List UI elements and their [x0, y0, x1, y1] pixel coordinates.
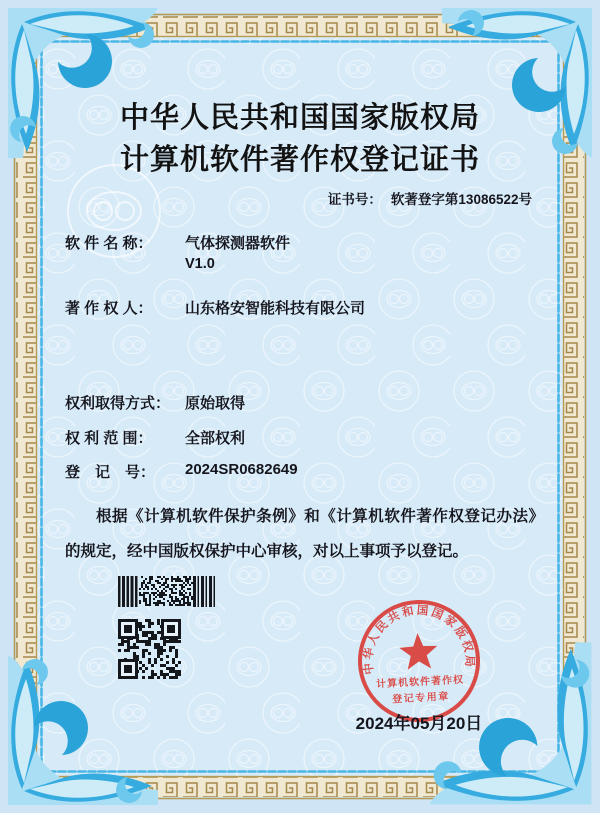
barcode-noise [139, 576, 193, 606]
field-value: 原始取得 [185, 395, 246, 412]
barcode-data-region [139, 576, 193, 607]
official-seal [354, 596, 484, 726]
qr-finder-top-left [118, 619, 138, 639]
qr-code [118, 619, 181, 679]
field-value: 山东格安智能科技有限公司 [185, 300, 366, 317]
issue-date: 2024年05月20日 [355, 714, 483, 733]
seal-line2: 登记专用章 [391, 691, 450, 706]
issuer-title: 中华人民共和国国家版权局 [119, 102, 480, 134]
barcode [118, 576, 216, 607]
star-icon [399, 632, 439, 670]
field-label: 登 记 号： [65, 464, 156, 481]
field-row-acquisition-method [0, 392, 600, 414]
field-row-registration-number [0, 461, 600, 483]
registration-statement: 根据《计算机软件保护条例》和《计算机软件著作权登记办法》的规定，经中国版权保护中心审核，对以上事项予以登记。 [65, 508, 544, 560]
field-row-rights-scope [0, 427, 600, 449]
field-row-copyright-owner [0, 297, 600, 319]
barcode-bars-left [118, 576, 139, 607]
field-label: 权 利 范 围： [65, 430, 153, 447]
software-version: V1.0 [185, 256, 215, 272]
seal-ring-text: 中华人民共和国国家版权局 [362, 604, 476, 676]
field-label: 权利取得方式： [65, 395, 171, 412]
barcode-bars-right [193, 576, 216, 607]
field-value: 气体探测器软件 [185, 235, 291, 252]
certificate-number [328, 188, 532, 208]
field-value: 2024SR0682649 [185, 461, 298, 478]
seal-line1: 计算机软件著作权 [375, 674, 465, 691]
field-value: 全部权利 [185, 430, 246, 447]
field-row-software-name [0, 232, 600, 254]
field-label: 著 作 权 人： [65, 300, 153, 317]
qr-finder-top-right [161, 619, 181, 639]
certificate-number-label: 证书号： [327, 192, 382, 207]
doc-title: 计算机软件著作权登记证书 [119, 144, 480, 176]
certificate-number-value: 软著登字第13086522号 [390, 192, 532, 207]
field-label: 软 件 名 称： [65, 235, 153, 252]
qr-finder-bottom-left [118, 659, 138, 679]
